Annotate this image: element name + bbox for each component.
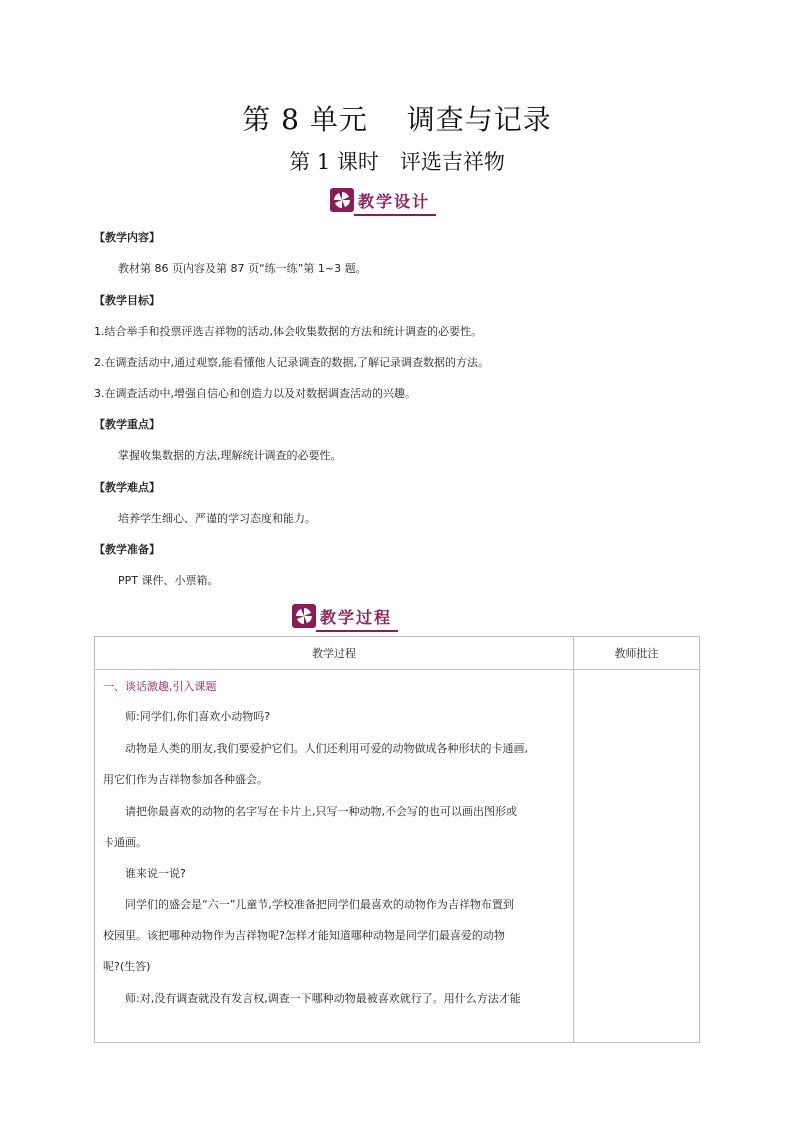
teacher-notes-cell <box>574 670 700 1043</box>
text-difficult: 培养学生细心、严谨的学习态度和能力。 <box>118 512 316 525</box>
badge-underline <box>354 214 436 216</box>
heading-prep: 【教学准备】 <box>94 543 160 556</box>
badge-teaching-process <box>292 604 392 628</box>
text-content: 教材第 86 页内容及第 87 页“练一练”第 1~3 题。 <box>118 262 367 275</box>
badge-process-label: 教学过程 <box>320 607 393 627</box>
goal-item-2: 2.在调查活动中,通过观察,能看懂他人记录调查的数据,了解记录调查数据的方法。 <box>94 356 489 369</box>
unit-title: 第 8 单元 调查与记录 <box>242 103 552 136</box>
table-row <box>95 670 700 1043</box>
goal-item-3: 3.在调查活动中,增强自信心和创造力以及对数据调查活动的兴趣。 <box>94 387 416 400</box>
lesson-title: 第 1 课时 评选吉祥物 <box>289 150 505 174</box>
text-key: 掌握收集数据的方法,理解统计调查的必要性。 <box>118 449 342 462</box>
badge-teaching-design <box>330 188 430 212</box>
heading-goals: 【教学目标】 <box>94 294 160 307</box>
pinwheel-icon <box>330 188 354 212</box>
process-line: 谁来说一说? <box>125 867 186 880</box>
process-cell <box>95 670 574 1043</box>
heading-difficult: 【教学难点】 <box>94 481 160 494</box>
badge-design-label: 教学设计 <box>358 191 431 211</box>
process-line: 动物是人类的朋友,我们要爱护它们。人们还利用可爱的动物做成各种形状的卡通画, <box>125 742 528 755</box>
process-line: 请把你最喜欢的动物的名字写在卡片上,只写一种动物,不会写的也可以画出图形或 <box>125 805 517 818</box>
process-line: 呢?(生答) <box>103 960 151 973</box>
process-line: 卡通画。 <box>103 836 147 849</box>
process-line: 师:同学们,你们喜欢小动物吗? <box>125 710 271 723</box>
process-line: 师:对,没有调查就没有发言权,调查一下哪种动物最被喜欢就行了。用什么方法才能 <box>125 992 521 1005</box>
process-line: 同学们的盛会是“六一”儿童节,学校准备把同学们最喜欢的动物作为吉祥物布置到 <box>125 898 514 911</box>
badge-underline <box>316 630 398 632</box>
header-process: 教学过程 <box>95 637 574 670</box>
process-table <box>94 636 700 1043</box>
process-line: 校园里。该把哪种动物作为吉祥物呢?怎样才能知道哪种动物是同学们最喜爱的动物 <box>103 929 505 942</box>
table-header-row <box>95 637 700 670</box>
goal-item-1: 1.结合举手和投票评选吉祥物的活动,体会收集数据的方法和统计调查的必要性。 <box>94 325 482 338</box>
header-teacher-notes: 教师批注 <box>574 637 700 670</box>
heading-content: 【教学内容】 <box>94 231 160 244</box>
pinwheel-icon <box>292 604 316 628</box>
process-step-heading: 一、谈话激趣,引入课题 <box>103 680 217 693</box>
text-prep: PPT 课件、小票箱。 <box>118 574 219 587</box>
process-line: 用它们作为吉祥物参加各种盛会。 <box>103 773 268 786</box>
heading-key: 【教学重点】 <box>94 418 160 431</box>
